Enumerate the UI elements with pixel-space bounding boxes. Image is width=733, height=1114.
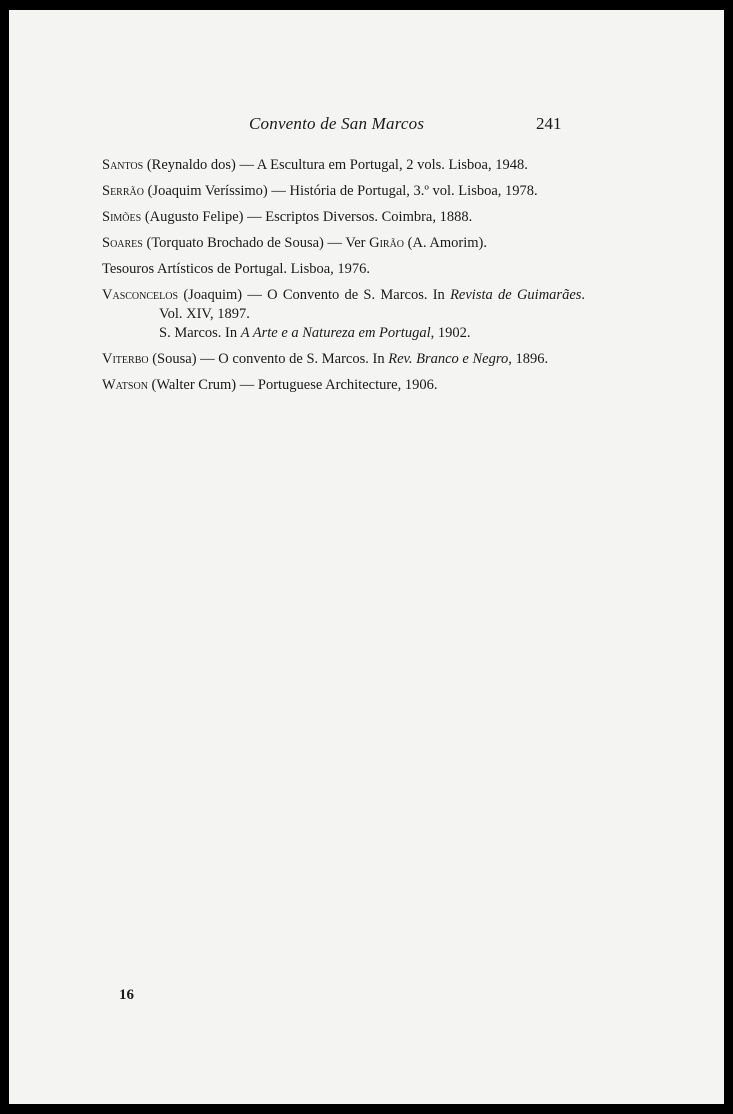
entry-author-given: (Torquato Brochado de Sousa) [146,235,324,251]
entry-see-author: Girão [369,235,405,251]
entry-continuation [159,324,585,343]
bibliography-entry [102,182,585,201]
bibliography-entry [102,156,585,175]
entry-author-given: (Augusto Felipe) [144,209,244,225]
entry-see-given: (A. Amorim). [404,235,487,251]
entry-text: — Portuguese Architecture, 1906. [236,377,438,393]
entry-journal: Revista de Guimarães [450,287,582,303]
page-header [9,114,724,138]
entry-author-given: (Sousa) [152,351,197,367]
entry-author: Serrão [102,183,144,199]
entry-author-given: (Joaquim Veríssimo) [147,183,268,199]
entry-author-given: (Reynaldo dos) [146,157,236,173]
entry-text: — Escriptos Diversos. Coimbra, 1888. [243,209,473,225]
entry-text: — O convento de S. Marcos. In [196,351,389,367]
entry-text: — Ver [323,235,370,251]
signature-mark: 16 [119,987,134,1003]
entry-author: Santos [102,157,144,173]
bibliography-entry [102,376,585,395]
bibliography-entry [102,286,585,343]
bibliography-entry [102,350,585,369]
entry-text-after: , 1896. [508,351,549,367]
entry-book-title: A Arte e a Natureza em Portugal [240,325,431,341]
entry-author: Soares [102,235,143,251]
entry-text: Tesouros Artísticos de Portugal. Lisboa, 1976. [102,261,371,277]
entry-author-given: (Walter Crum) [151,377,237,393]
bibliography-entry [102,208,585,227]
entry-author: Vasconcelos [102,287,179,303]
entry-author: Viterbo [102,351,149,367]
running-title: Convento de San Marcos [249,114,425,133]
bibliography-entry [102,234,585,253]
entry-text: S. Marcos. In [159,325,241,341]
book-page [9,10,724,1104]
entry-text: — História de Portugal, 3.º vol. Lisboa, 1978. [267,183,538,199]
entry-text-after: . Vol. XIV, 1897. [159,287,586,322]
entry-author: Watson [102,377,148,393]
entry-journal: Rev. Branco e Negro [388,351,509,367]
entry-author: Simões [102,209,142,225]
bibliography-entry [102,260,585,279]
entry-text-after: , 1902. [430,325,471,341]
bibliography-list [102,156,585,402]
page-number: 241 [536,114,562,133]
entry-text: — A Escultura em Portugal, 2 vols. Lisboa, 1948. [235,157,528,173]
entry-author-given: (Joaquim) [183,287,243,303]
entry-text: — O Convento de S. Marcos. In [242,287,451,303]
